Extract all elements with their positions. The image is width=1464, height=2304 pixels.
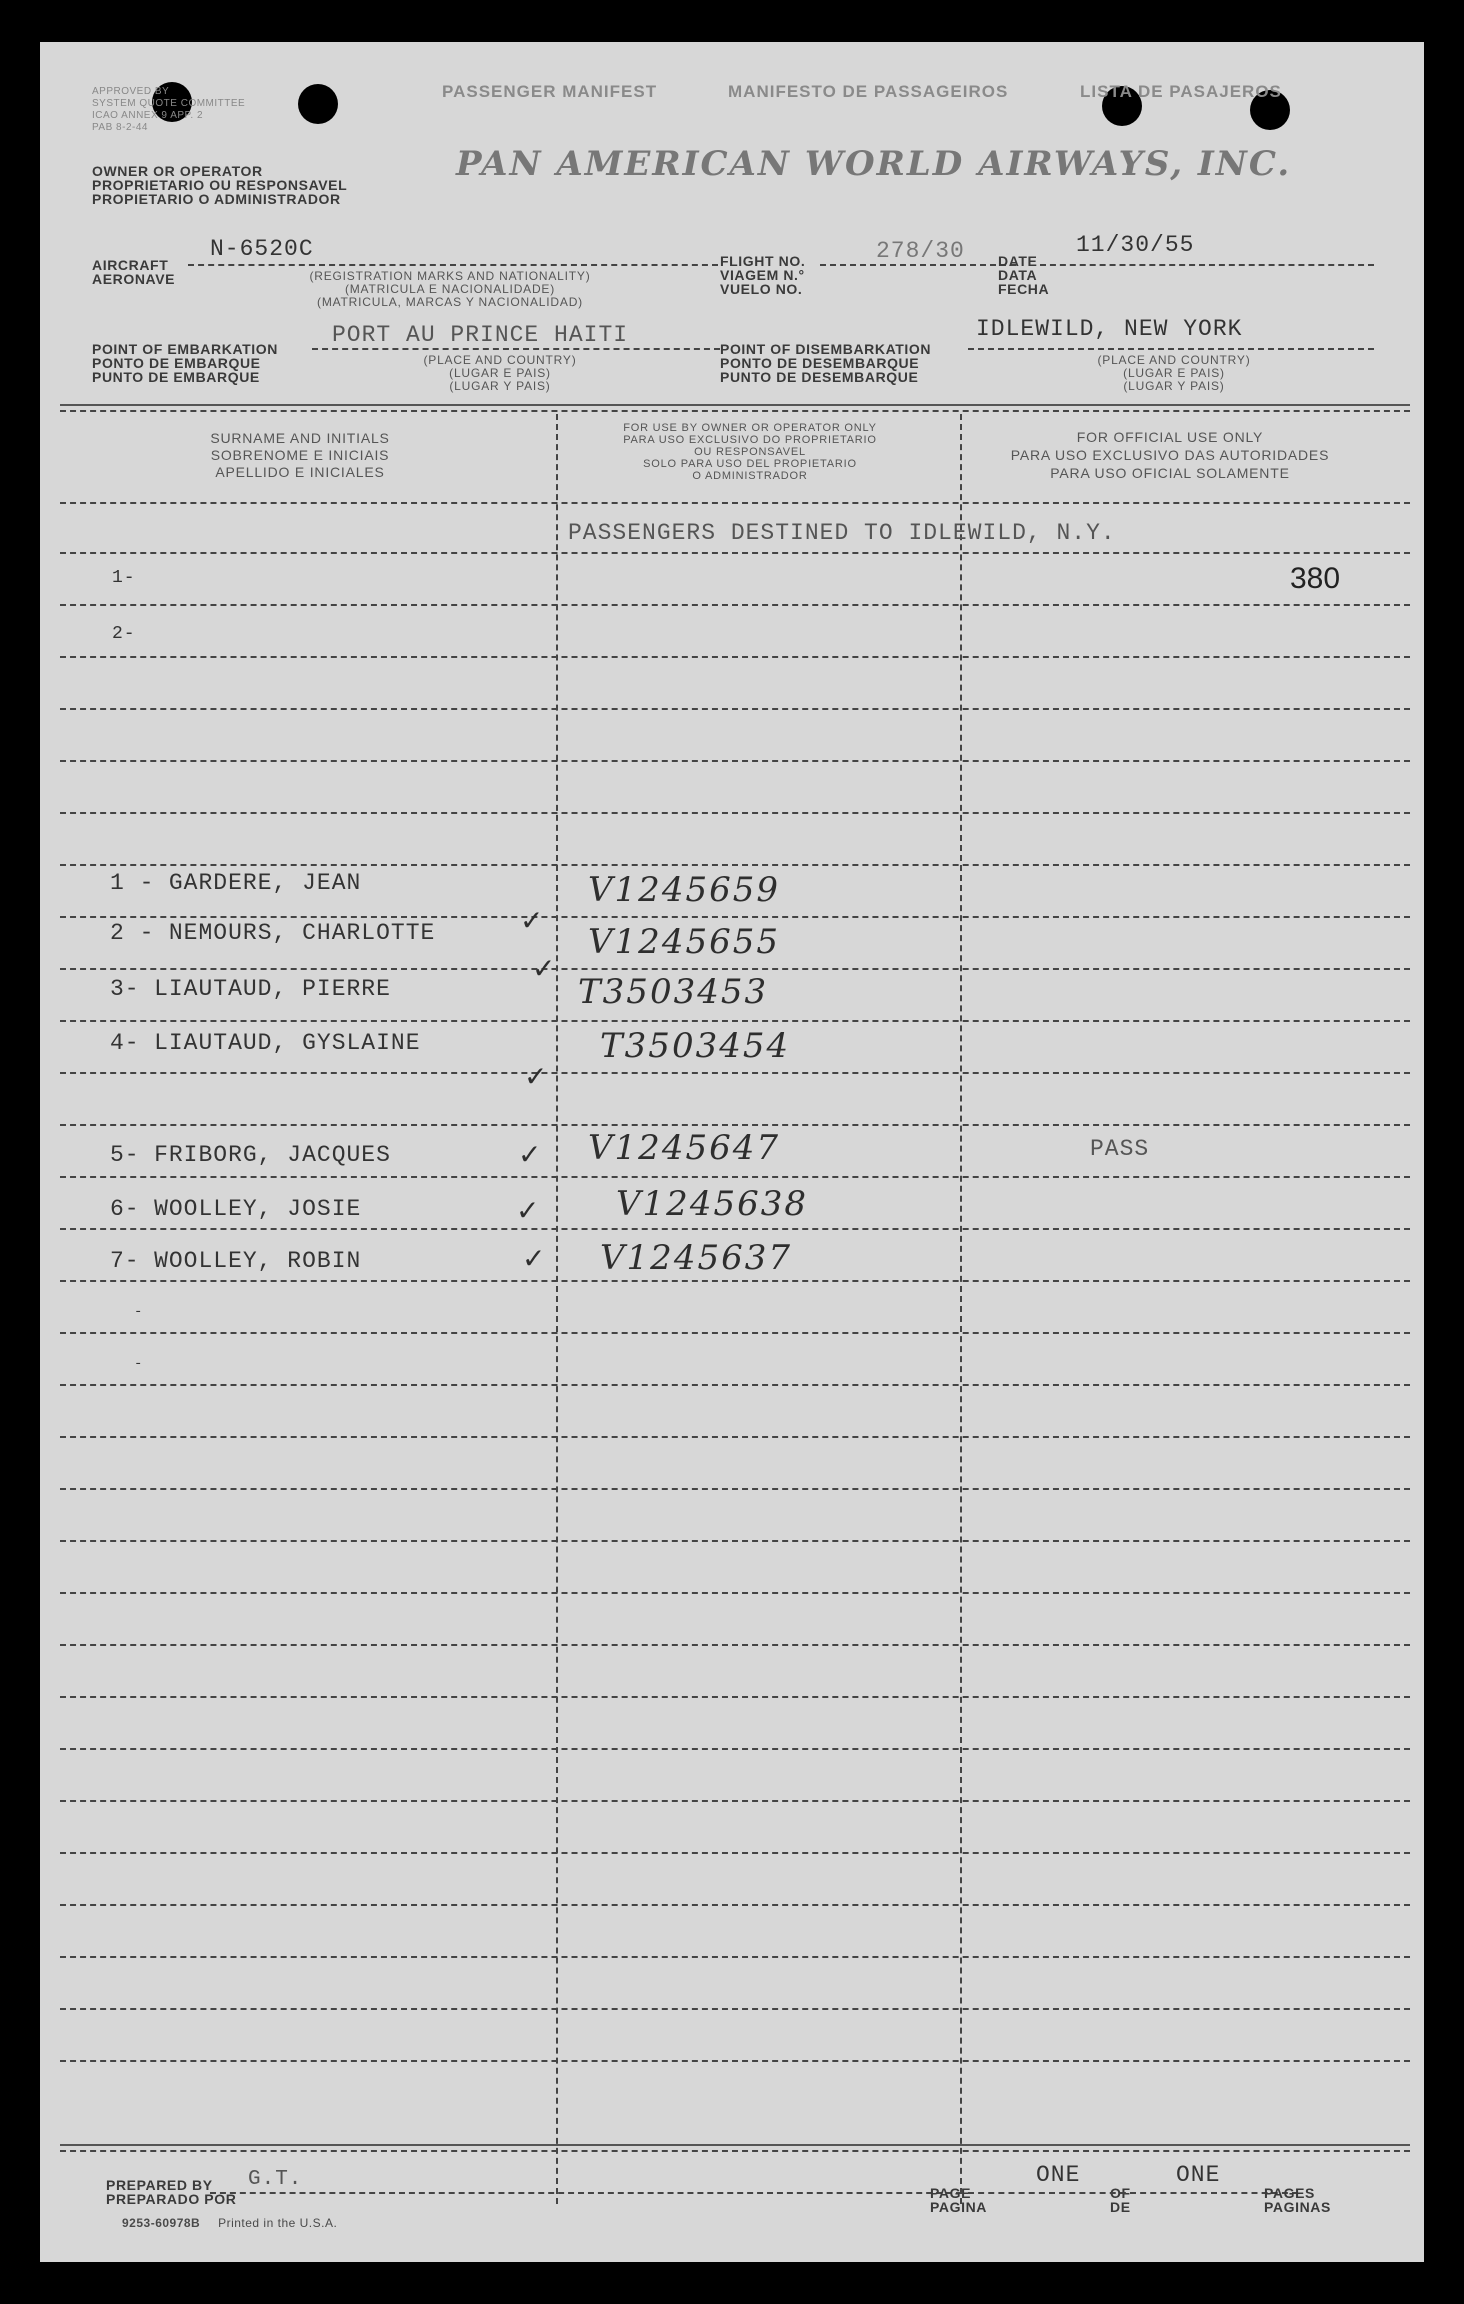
disembarkation-label-line: POINT OF DISEMBARKATION [720, 341, 932, 357]
col-header-line: FOR USE BY OWNER OR OPERATOR ONLY [623, 422, 877, 434]
embarkation-caption-line: (LUGAR E PAIS) [449, 366, 551, 380]
owner-label-line: PROPIETARIO O ADMINISTRADOR [92, 191, 341, 207]
empty-row-dash: - [134, 1304, 144, 1320]
of-label-line: OF [1110, 2185, 1131, 2201]
col-header-line: OU RESPONSAVEL [694, 446, 806, 458]
flight-underline [820, 264, 1016, 266]
col-header-line: SURNAME AND INITIALS [210, 430, 390, 446]
empty-row-dash: - [134, 1356, 144, 1372]
footer-rule [60, 2150, 1410, 2152]
flight-label-line: VUELO NO. [720, 281, 803, 297]
manifest-title-pt: MANIFESTO DE PASSAGEIROS [728, 82, 1009, 101]
pre-row-number: 2- [112, 624, 136, 644]
column-divider [556, 414, 558, 2204]
row-rule [60, 1332, 1410, 1334]
disembarkation-caption [1064, 354, 1284, 393]
passenger-number: 6- [110, 1196, 140, 1222]
col-header-line: SOLO PARA USO DEL PROPIETARIO [643, 458, 857, 470]
punch-hole [298, 84, 338, 124]
embarkation-underline [312, 348, 720, 350]
date-label-line: DATA [998, 267, 1038, 283]
table-top-rule [60, 404, 1410, 406]
row-rule [60, 1020, 1410, 1022]
embarkation-caption-line: (LUGAR Y PAIS) [449, 379, 551, 393]
col-header-line: PARA USO EXCLUSIVO DAS AUTORIDADES [1010, 447, 1330, 463]
passenger-number: 1 - [110, 870, 155, 896]
passenger-row [110, 1248, 361, 1274]
passenger-number: 4- [110, 1030, 140, 1056]
row-rule [60, 552, 1410, 554]
disembarkation-label [720, 342, 931, 384]
page-label-line: PAGE [930, 2185, 972, 2201]
row-rule [60, 1800, 1410, 1802]
passenger-row [110, 920, 435, 946]
ticket-number: V1245655 [588, 922, 780, 962]
aircraft-caption-line: (MATRICULA E NACIONALIDADE) [344, 282, 556, 296]
official-note: PASS [1090, 1136, 1150, 1162]
row-rule [60, 1072, 1410, 1074]
check-mark: ✓ [524, 1060, 548, 1093]
passenger-number: 5- [110, 1142, 140, 1168]
row-rule [60, 656, 1410, 658]
row-rule [60, 760, 1410, 762]
row-rule [60, 1748, 1410, 1750]
col-header-line: O ADMINISTRADOR [692, 470, 808, 482]
check-mark: ✓ [532, 952, 556, 985]
aircraft-underline [188, 264, 718, 266]
row-rule [60, 1540, 1410, 1542]
pages-underline [968, 2192, 1298, 2194]
row-rule [60, 916, 1410, 918]
date-label [998, 254, 1049, 296]
passenger-name: LIAUTAUD, PIERRE [154, 976, 391, 1002]
row-rule [60, 1644, 1410, 1646]
pre-row-number: 1- [112, 568, 136, 588]
col-header-line: APELLIDO E INICIALES [215, 464, 385, 480]
aircraft-label-line: AIRCRAFT [92, 257, 169, 273]
row-rule [60, 1956, 1410, 1958]
flight-value: 278/30 [876, 238, 965, 264]
row-rule [60, 2060, 1410, 2062]
row-rule [60, 604, 1410, 606]
passenger-row [110, 870, 361, 896]
of-value: ONE [1176, 2162, 1221, 2188]
embarkation-label [92, 342, 278, 384]
row-rule [60, 1592, 1410, 1594]
page-label [930, 2186, 987, 2214]
manifest-title-es: LISTA DE PASAJEROS [1080, 82, 1282, 101]
form-number-text: 9253-60978B [122, 2216, 201, 2230]
passenger-name: WOOLLEY, JOSIE [154, 1196, 362, 1222]
passenger-row [110, 1030, 421, 1056]
embarkation-label-line: PONTO DE EMBARQUE [92, 355, 261, 371]
passenger-name: FRIBORG, JACQUES [154, 1142, 391, 1168]
ticket-number: V1245647 [588, 1128, 780, 1168]
row-rule [60, 1904, 1410, 1906]
flight-label [720, 254, 805, 296]
col-header-line: PARA USO EXCLUSIVO DO PROPRIETARIO [623, 434, 877, 446]
row-rule [60, 1436, 1410, 1438]
ticket-number: T3503454 [600, 1026, 791, 1066]
column-divider [960, 414, 962, 2204]
aircraft-caption-line: (MATRICULA, MARCAS Y NACIONALIDAD) [317, 295, 583, 309]
flight-label-line: FLIGHT NO. [720, 253, 806, 269]
approval-line: ICAO ANNEX 9 APP. 2 [92, 110, 204, 121]
row-rule [60, 1228, 1410, 1230]
embarkation-caption-line: (PLACE AND COUNTRY) [423, 353, 577, 367]
aircraft-label-line: AERONAVE [92, 271, 176, 287]
prepared-label-line: PREPARADO POR [106, 2191, 237, 2207]
airline-name: PAN AMERICAN WORLD AIRWAYS, INC. [456, 144, 1292, 184]
approval-line: APPROVED BY [92, 86, 170, 97]
col-header-line: FOR OFFICIAL USE ONLY [1076, 429, 1264, 445]
date-underline [1040, 264, 1374, 266]
page-value: ONE [1036, 2162, 1081, 2188]
prepared-value: G.T. [248, 2168, 303, 2191]
passenger-name: WOOLLEY, ROBIN [154, 1248, 362, 1274]
check-mark: ✓ [516, 1194, 540, 1227]
passenger-number: 7- [110, 1248, 140, 1274]
embarkation-value: PORT AU PRINCE HAITI [332, 322, 629, 348]
row-rule [60, 1852, 1410, 1854]
passenger-row [110, 1142, 391, 1168]
form-number [122, 2216, 337, 2230]
passenger-row [110, 976, 391, 1002]
manifest-sheet [40, 42, 1424, 2262]
passenger-number: 2 - [110, 920, 155, 946]
manifest-title-en: PASSENGER MANIFEST [442, 82, 658, 101]
page-label-line: PAGINA [930, 2199, 988, 2215]
row-rule [60, 708, 1410, 710]
date-value: 11/30/55 [1076, 232, 1195, 258]
owner-label-line: OWNER OR OPERATOR [92, 163, 263, 179]
col-header-line: PARA USO OFICIAL SOLAMENTE [1050, 465, 1290, 481]
embarkation-label-line: POINT OF EMBARKATION [92, 341, 278, 357]
table-top-rule [60, 410, 1410, 412]
aircraft-caption [260, 270, 640, 309]
disembarkation-caption-line: (PLACE AND COUNTRY) [1097, 353, 1251, 367]
pages-label-line: PAGES [1264, 2185, 1315, 2201]
col-header-line: SOBRENOME E INICIAIS [210, 447, 390, 463]
date-label-line: DATE [998, 253, 1038, 269]
row-rule [60, 1176, 1410, 1178]
disembarkation-value: IDLEWILD, NEW YORK [976, 316, 1243, 342]
passenger-number: 3- [110, 976, 140, 1002]
disembarkation-label-line: PUNTO DE DESEMBARQUE [720, 369, 919, 385]
prepared-underline [210, 2192, 962, 2194]
row-rule [60, 1124, 1410, 1126]
aircraft-label [92, 258, 175, 286]
prepared-label-line: PREPARED BY [106, 2177, 213, 2193]
ticket-number: T3503453 [578, 972, 769, 1012]
row-rule [60, 1488, 1410, 1490]
col-header-name [110, 430, 490, 481]
aircraft-value: N-6520C [210, 236, 314, 262]
pages-label [1264, 2186, 1331, 2214]
printed-text: Printed in the U.S.A. [218, 2216, 338, 2230]
owner-label [92, 164, 347, 206]
date-label-line: FECHA [998, 281, 1050, 297]
ticket-number: V1245659 [588, 870, 780, 910]
ticket-number: V1245638 [616, 1184, 808, 1224]
official-number: 380 [1290, 562, 1341, 595]
row-rule [60, 1696, 1410, 1698]
approval-line: SYSTEM QUOTE COMMITTEE [92, 98, 246, 109]
aircraft-caption-line: (REGISTRATION MARKS AND NATIONALITY) [309, 269, 591, 283]
of-label [1110, 2186, 1131, 2214]
disembarkation-caption-line: (LUGAR Y PAIS) [1123, 379, 1225, 393]
disembarkation-underline [968, 348, 1374, 350]
destination-note: PASSENGERS DESTINED TO IDLEWILD, N.Y. [568, 520, 1116, 546]
ticket-number: V1245637 [600, 1238, 792, 1278]
col-header-official [970, 428, 1370, 482]
passenger-name: GARDERE, JEAN [168, 870, 362, 896]
footer-rule [60, 2144, 1410, 2146]
row-rule [60, 2008, 1410, 2010]
flight-label-line: VIAGEM N.° [720, 267, 805, 283]
row-rule [60, 968, 1410, 970]
embarkation-label-line: PUNTO DE EMBARQUE [92, 369, 260, 385]
passenger-name: NEMOURS, CHARLOTTE [168, 920, 436, 946]
disembarkation-caption-line: (LUGAR E PAIS) [1123, 366, 1225, 380]
owner-label-line: PROPRIETARIO OU RESPONSAVEL [92, 177, 348, 193]
disembarkation-label-line: PONTO DE DESEMBARQUE [720, 355, 920, 371]
check-mark: ✓ [518, 1138, 542, 1171]
col-header-owner [550, 422, 950, 482]
check-mark: ✓ [520, 904, 544, 937]
of-label-line: DE [1110, 2199, 1131, 2215]
approval-line: PAB 8-2-44 [92, 122, 148, 133]
row-rule [60, 864, 1410, 866]
embarkation-caption [400, 354, 600, 393]
check-mark: ✓ [522, 1242, 546, 1275]
passenger-name: LIAUTAUD, GYSLAINE [154, 1030, 421, 1056]
passenger-row [110, 1196, 361, 1222]
row-rule [60, 502, 1410, 504]
approval-block [92, 86, 245, 134]
row-rule [60, 1280, 1410, 1282]
pages-label-line: PAGINAS [1264, 2199, 1331, 2215]
row-rule [60, 812, 1410, 814]
row-rule [60, 1384, 1410, 1386]
